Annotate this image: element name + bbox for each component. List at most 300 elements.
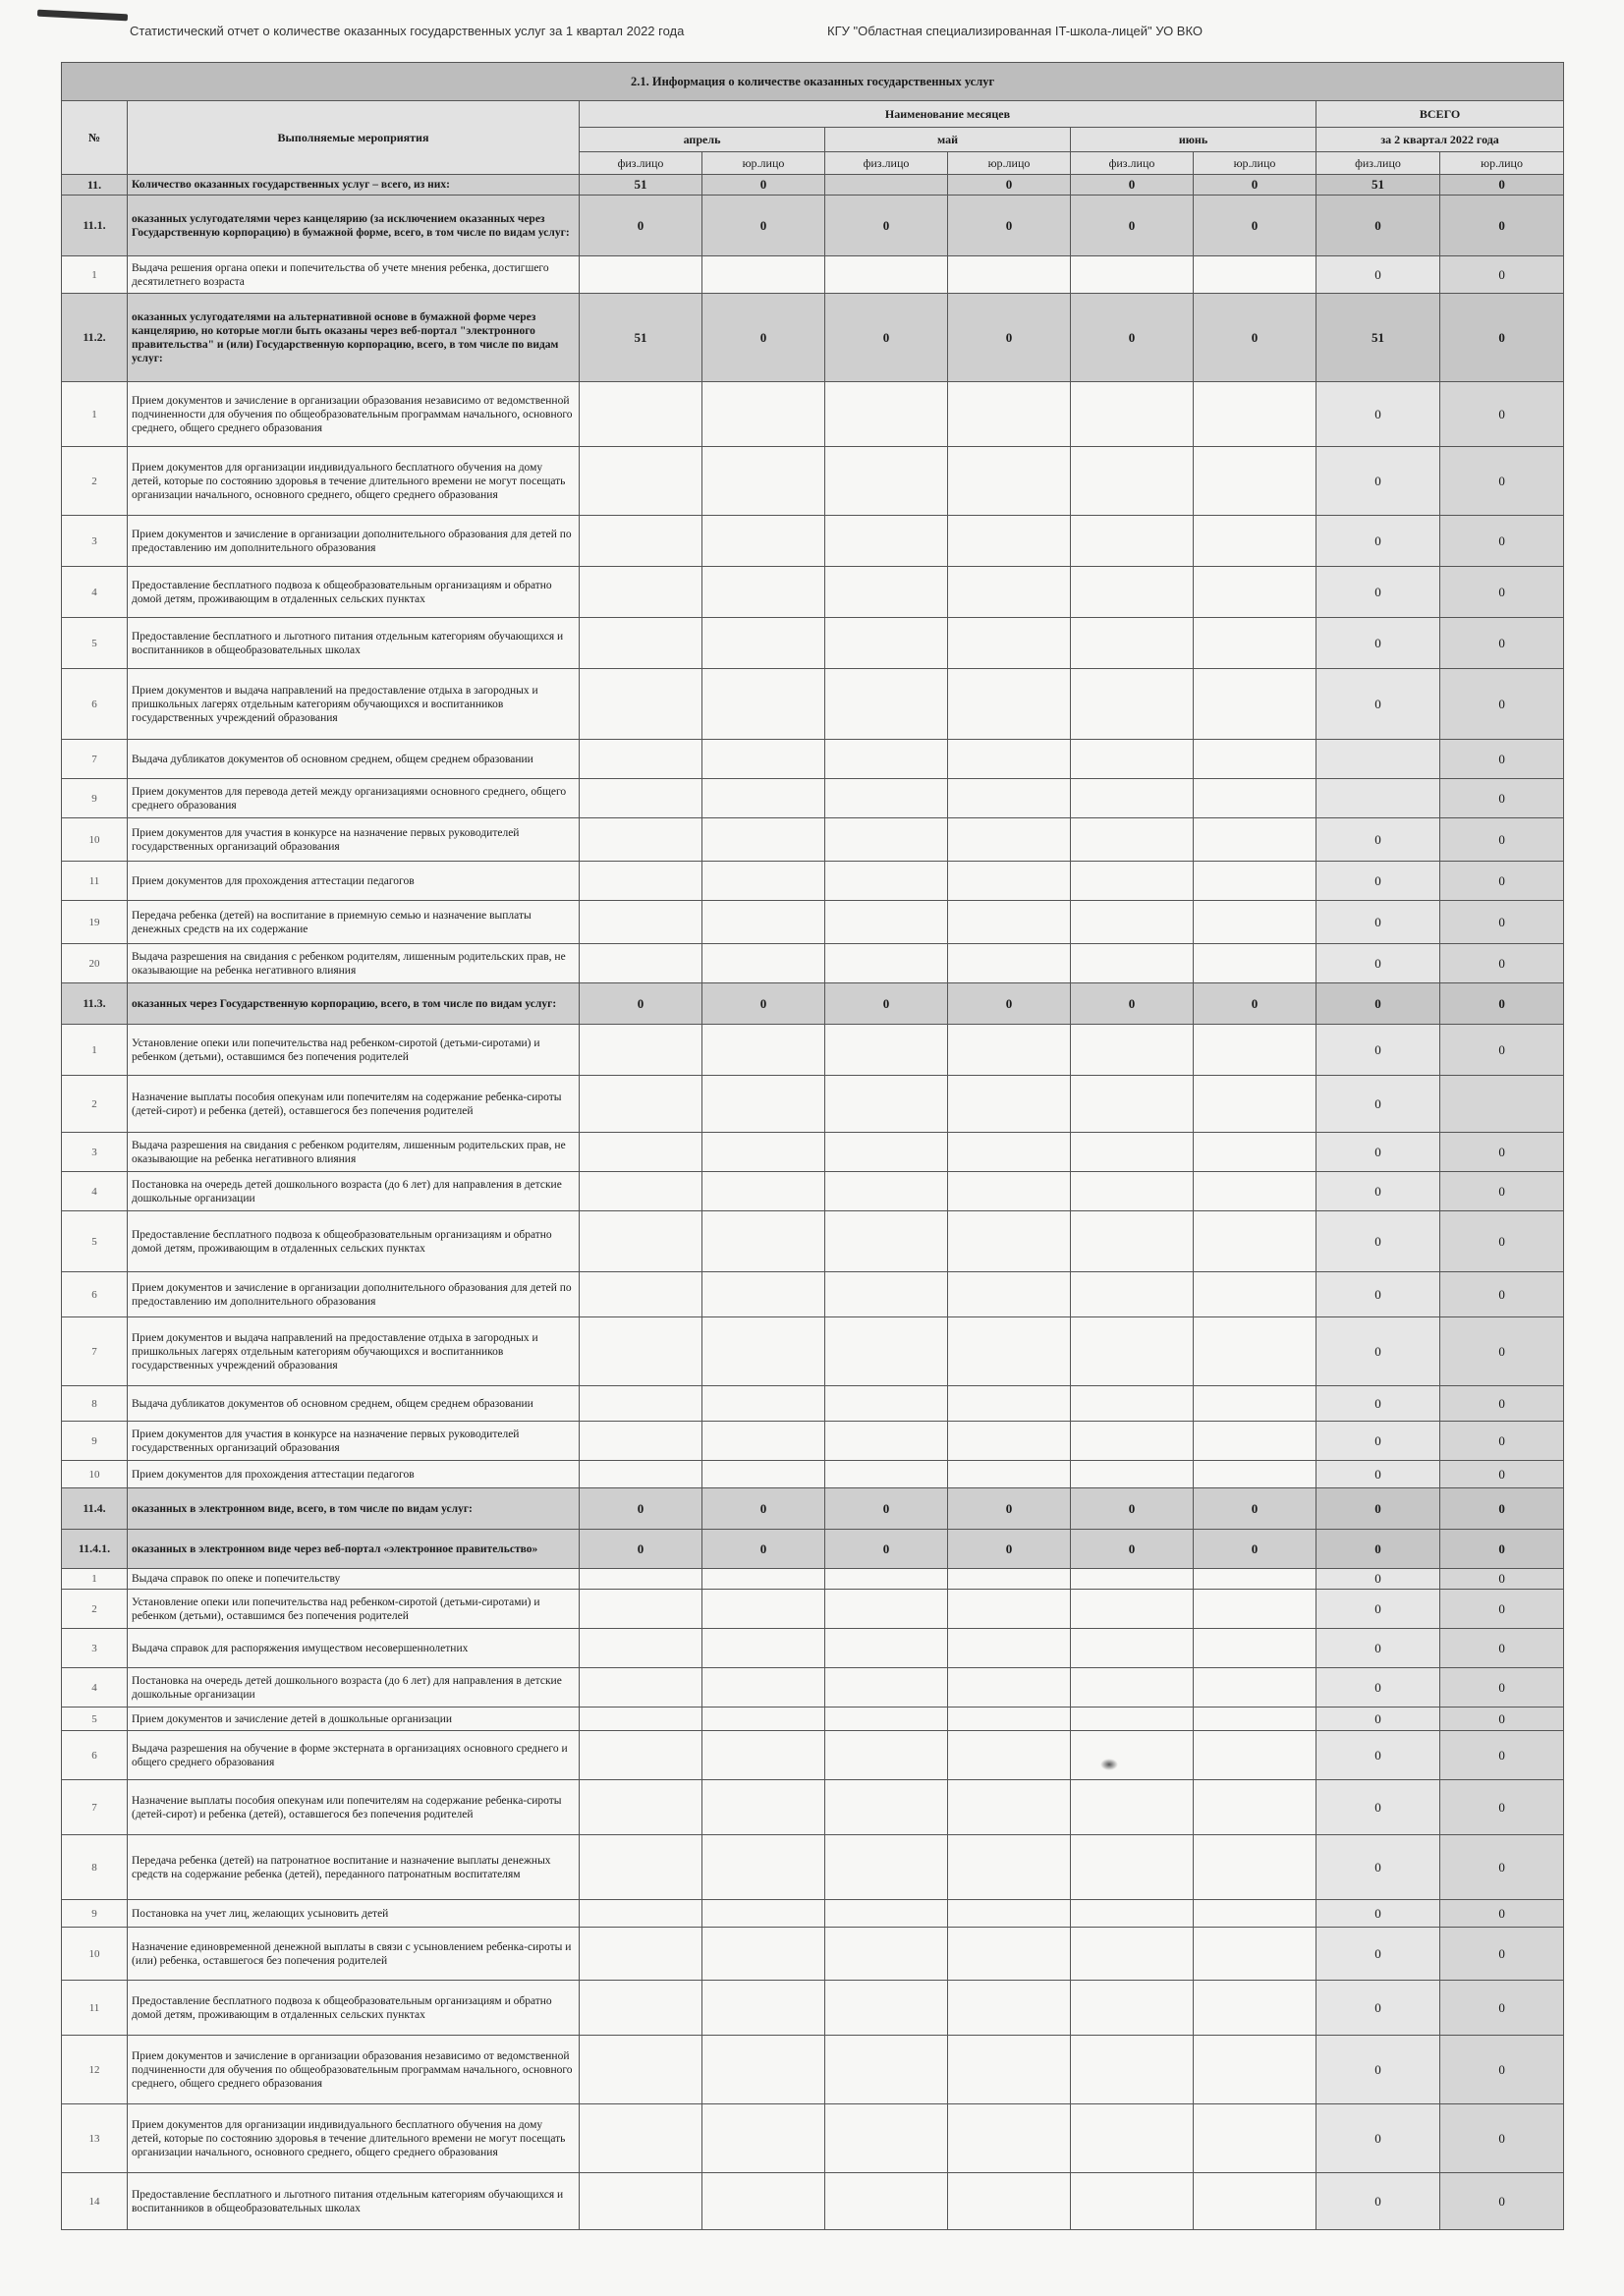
value-cell: 0 [580,1488,702,1530]
value-cell [825,1076,948,1133]
row-number: 5 [62,1211,128,1272]
value-cell: 0 [702,983,825,1025]
value-cell [702,2173,825,2230]
value-cell [825,1133,948,1172]
value-cell [948,1211,1071,1272]
total-cell: 0 [1440,1272,1564,1317]
value-cell: 0 [702,294,825,382]
value-cell [948,618,1071,669]
row-number: 13 [62,2104,128,2173]
total-cell: 0 [1316,196,1440,256]
value-cell [1071,2104,1194,2173]
table-row [62,1172,1564,1211]
service-description: Прием документов и выдача направлений на предоставление отдыха в загородных и пришкольных лагерях отдельным категориям обучающихся и воспитанников государственных учреждений образования [128,669,580,740]
value-cell [1194,1900,1316,1928]
value-cell [702,818,825,862]
value-cell [948,2173,1071,2230]
sub-col-legal: юр.лицо [1440,152,1564,175]
value-cell [1071,2036,1194,2104]
value-cell [948,567,1071,618]
section-row [62,175,1564,196]
value-cell [1194,1317,1316,1386]
total-cell: 0 [1316,1731,1440,1780]
value-cell [948,256,1071,294]
total-cell: 0 [1440,818,1564,862]
value-cell [1194,516,1316,567]
row-number: 3 [62,1133,128,1172]
total-cell: 0 [1316,1900,1440,1928]
value-cell [825,382,948,447]
value-cell [825,1708,948,1731]
value-cell [1194,669,1316,740]
value-cell [1071,1731,1194,1780]
row-number: 11.3. [62,983,128,1025]
service-description: Предоставление бесплатного подвоза к общеобразовательным организациям и обратно домой детям, проживающим в отдаленных сельских пунктах [128,567,580,618]
value-cell [702,1668,825,1708]
value-cell [948,2104,1071,2173]
service-description: Назначение выплаты пособия опекунам или попечителям на содержание ребенка-сироты (детей-сирот) и ребенка (детей), оставшегося без попечения родителей [128,1780,580,1835]
sub-col-legal: юр.лицо [948,152,1071,175]
value-cell [1071,944,1194,983]
table-row [62,2173,1564,2230]
scan-smudge [1100,1759,1118,1770]
row-number: 11.4.1. [62,1530,128,1569]
value-cell: 0 [1071,294,1194,382]
value-cell [825,1981,948,2036]
value-cell [1194,1835,1316,1900]
value-cell [1071,1780,1194,1835]
total-cell: 0 [1440,1211,1564,1272]
sub-col-individual: физ.лицо [825,152,948,175]
value-cell [1071,1981,1194,2036]
total-cell: 0 [1440,256,1564,294]
total-cell: 0 [1316,1422,1440,1461]
table-row [62,1780,1564,1835]
value-cell [702,1133,825,1172]
table-row [62,447,1564,516]
section-row [62,1530,1564,1569]
value-cell [580,1461,702,1488]
value-cell [702,669,825,740]
value-cell [702,1025,825,1076]
total-cell: 0 [1316,1530,1440,1569]
service-description: Предоставление бесплатного и льготного питания отдельным категориям обучающихся и воспитанников в общеобразовательных школах [128,2173,580,2230]
value-cell [1194,2104,1316,2173]
value-cell [948,1386,1071,1422]
total-cell: 0 [1316,1835,1440,1900]
table-row [62,779,1564,818]
value-cell [702,256,825,294]
value-cell [580,1731,702,1780]
total-cell: 0 [1440,1835,1564,1900]
value-cell [948,1025,1071,1076]
value-cell [948,2036,1071,2104]
row-number: 4 [62,1172,128,1211]
table-row [62,1569,1564,1590]
value-cell [702,516,825,567]
row-number: 5 [62,618,128,669]
value-cell [825,516,948,567]
table-row [62,1272,1564,1317]
value-cell [580,618,702,669]
table-row [62,1386,1564,1422]
value-cell [1071,1569,1194,1590]
value-cell [825,1780,948,1835]
service-description: оказанных услугодателями на альтернативной основе в бумажной форме через канцелярию, но которые могли быть оказаны через веб-портал "электронного правительства" и (или) Государственную корпорацию, всего, в том числе по видам услуг: [128,294,580,382]
value-cell [1194,2173,1316,2230]
total-cell: 0 [1440,1461,1564,1488]
value-cell [825,669,948,740]
services-table [61,62,1564,2230]
value-cell [948,382,1071,447]
value-cell [1071,567,1194,618]
service-description: Прием документов и зачисление в организации образования независимо от ведомственной подчиненности для обучения по общеобразовательным программам начального, основного среднего, общего среднего образования [128,382,580,447]
value-cell [1071,818,1194,862]
total-cell: 0 [1316,983,1440,1025]
value-cell [825,1668,948,1708]
value-cell [1071,669,1194,740]
value-cell [1071,1461,1194,1488]
value-cell [580,818,702,862]
total-cell: 0 [1440,944,1564,983]
total-cell: 0 [1316,1211,1440,1272]
total-cell: 0 [1316,2104,1440,2173]
total-cell: 0 [1440,2104,1564,2173]
value-cell [1071,1422,1194,1461]
value-cell [580,944,702,983]
total-cell: 0 [1440,983,1564,1025]
table-row [62,1900,1564,1928]
scan-mark [37,10,128,22]
value-cell [948,1731,1071,1780]
table-row [62,1731,1564,1780]
row-number: 12 [62,2036,128,2104]
value-cell [1194,1422,1316,1461]
service-description: Передача ребенка (детей) на патронатное воспитание и назначение выплаты денежных средств на содержание ребенка (детей), переданного патронатным воспитателям [128,1835,580,1900]
value-cell: 0 [1071,1530,1194,1569]
service-description: Выдача дубликатов документов об основном среднем, общем среднем образовании [128,1386,580,1422]
value-cell [825,2104,948,2173]
total-cell: 0 [1440,2173,1564,2230]
value-cell [702,1928,825,1981]
value-cell [948,1272,1071,1317]
value-cell [1071,382,1194,447]
total-cell: 0 [1440,196,1564,256]
row-number: 9 [62,1900,128,1928]
value-cell [1194,447,1316,516]
value-cell [702,1708,825,1731]
value-cell [825,1461,948,1488]
value-cell [702,1461,825,1488]
value-cell [825,779,948,818]
value-cell: 0 [825,1530,948,1569]
total-cell: 0 [1440,2036,1564,2104]
value-cell [1071,1211,1194,1272]
row-number: 11.1. [62,196,128,256]
value-cell: 0 [825,1488,948,1530]
value-cell [1071,740,1194,779]
value-cell [702,567,825,618]
value-cell [1194,1025,1316,1076]
value-cell [825,1590,948,1629]
value-cell [580,1317,702,1386]
value-cell [825,1025,948,1076]
value-cell [948,740,1071,779]
value-cell [948,516,1071,567]
total-cell: 0 [1316,516,1440,567]
total-cell: 0 [1316,1708,1440,1731]
table-row [62,1708,1564,1731]
table-row [62,862,1564,901]
service-description: Передача ребенка (детей) на воспитание в приемную семью и назначение выплаты денежных средств на их содержание [128,901,580,944]
value-cell [1194,1076,1316,1133]
total-cell: 0 [1316,1928,1440,1981]
value-cell: 0 [1071,1488,1194,1530]
service-description: Предоставление бесплатного подвоза к общеобразовательным организациям и обратно домой детям, проживающим в отдаленных сельских пунктах [128,1981,580,2036]
value-cell: 0 [702,1488,825,1530]
service-description: Выдача справок для распоряжения имуществом несовершеннолетних [128,1629,580,1668]
value-cell [702,1211,825,1272]
value-cell [580,1076,702,1133]
report-title: Статистический отчет о количестве оказанных государственных услуг за 1 квартал 2022 года [130,24,685,38]
row-number: 6 [62,1731,128,1780]
value-cell [702,1076,825,1133]
value-cell: 51 [580,294,702,382]
value-cell [948,1422,1071,1461]
service-description: Выдача разрешения на обучение в форме экстерната в организациях основного среднего и общего среднего образования [128,1731,580,1780]
total-cell: 0 [1440,175,1564,196]
value-cell: 0 [1194,294,1316,382]
value-cell [580,447,702,516]
value-cell [825,1835,948,1900]
value-cell [1194,818,1316,862]
total-cell: 0 [1316,382,1440,447]
value-cell [825,175,948,196]
table-row [62,1629,1564,1668]
row-number: 14 [62,2173,128,2230]
service-description: Выдача разрешения на свидания с ребенком родителям, лишенным родительских прав, не оказывающие на ребенка негативного влияния [128,944,580,983]
value-cell [580,1629,702,1668]
value-cell [702,1900,825,1928]
value-cell [702,779,825,818]
row-number: 9 [62,1422,128,1461]
service-description: Прием документов для участия в конкурсе на назначение первых руководителей государственных организаций образования [128,1422,580,1461]
value-cell: 0 [1071,196,1194,256]
value-cell [1071,779,1194,818]
row-number: 8 [62,1835,128,1900]
value-cell [1071,1590,1194,1629]
value-cell [948,1133,1071,1172]
value-cell: 0 [580,1530,702,1569]
service-description: Выдача разрешения на свидания с ребенком родителям, лишенным родительских прав, не оказывающие на ребенка негативного влияния [128,1133,580,1172]
month-may: май [825,128,1071,152]
table-row [62,1076,1564,1133]
total-cell: 0 [1440,779,1564,818]
service-description: Прием документов для организации индивидуального бесплатного обучения на дому детей, которые по состоянию здоровья в течение длительного времени не могут посещать организации начального, основного среднего, общего среднего образования [128,2104,580,2173]
value-cell [1194,1708,1316,1731]
value-cell [825,1172,948,1211]
value-cell [948,1928,1071,1981]
value-cell [702,1629,825,1668]
service-description: Прием документов для прохождения аттестации педагогов [128,862,580,901]
total-cell: 0 [1316,1272,1440,1317]
total-cell [1440,1076,1564,1133]
value-cell [948,901,1071,944]
total-cell: 0 [1316,1488,1440,1530]
row-number: 2 [62,1076,128,1133]
value-cell [1071,1668,1194,1708]
value-cell [580,1386,702,1422]
value-cell [1194,1211,1316,1272]
table-row [62,1133,1564,1172]
value-cell [825,944,948,983]
row-number: 10 [62,1461,128,1488]
total-cell: 0 [1316,1629,1440,1668]
value-cell: 0 [948,1530,1071,1569]
value-cell [1194,256,1316,294]
service-description: Прием документов для участия в конкурсе на назначение первых руководителей государственных организаций образования [128,818,580,862]
value-cell [825,567,948,618]
section-row [62,1488,1564,1530]
service-description: Постановка на очередь детей дошкольного возраста (до 6 лет) для направления в детские дошкольные организации [128,1172,580,1211]
total-cell: 0 [1316,1025,1440,1076]
value-cell [948,669,1071,740]
value-cell [1071,1900,1194,1928]
total-cell: 0 [1316,818,1440,862]
value-cell [580,669,702,740]
value-cell [1194,944,1316,983]
value-cell: 0 [825,294,948,382]
value-cell [702,1590,825,1629]
service-description: Выдача справок по опеке и попечительству [128,1569,580,1590]
service-description: оказанных через Государственную корпорацию, всего, в том числе по видам услуг: [128,983,580,1025]
table-row [62,256,1564,294]
value-cell: 0 [702,196,825,256]
value-cell [580,1928,702,1981]
total-cell: 0 [1316,944,1440,983]
table-row [62,1422,1564,1461]
table-row [62,1025,1564,1076]
total-cell: 0 [1440,1530,1564,1569]
total-cell: 0 [1316,1133,1440,1172]
value-cell [580,1133,702,1172]
value-cell [1194,1668,1316,1708]
value-cell [580,1569,702,1590]
table-row [62,1211,1564,1272]
value-cell [580,1708,702,1731]
value-cell [948,1629,1071,1668]
value-cell [1071,256,1194,294]
total-cell: 0 [1316,669,1440,740]
service-description: Установление опеки или попечительства над ребенком-сиротой (детьми-сиротами) и ребенком (детьми), оставшимся без попечения родителей [128,1025,580,1076]
value-cell [948,1461,1071,1488]
value-cell [1194,618,1316,669]
row-number: 4 [62,1668,128,1708]
total-cell: 0 [1440,1025,1564,1076]
total-cell: 0 [1316,1590,1440,1629]
value-cell [825,740,948,779]
table-row [62,944,1564,983]
total-cell: 0 [1440,901,1564,944]
value-cell [702,1780,825,1835]
value-cell [580,1172,702,1211]
total-cell: 0 [1316,567,1440,618]
value-cell: 0 [702,175,825,196]
table-row [62,516,1564,567]
value-cell [702,2036,825,2104]
value-cell: 0 [1194,1530,1316,1569]
value-cell [580,1211,702,1272]
value-cell [702,1272,825,1317]
total-cell [1316,740,1440,779]
value-cell [580,862,702,901]
row-number: 1 [62,1025,128,1076]
total-header: ВСЕГО [1316,101,1564,128]
value-cell [1194,740,1316,779]
row-number: 19 [62,901,128,944]
total-cell: 0 [1316,1076,1440,1133]
value-cell [580,2173,702,2230]
value-cell [580,382,702,447]
value-cell [948,818,1071,862]
service-description: Предоставление бесплатного подвоза к общеобразовательным организациям и обратно домой детям, проживающим в отдаленных сельских пунктах [128,1211,580,1272]
total-cell: 0 [1316,1461,1440,1488]
row-number: 11 [62,862,128,901]
total-cell: 0 [1316,2173,1440,2230]
value-cell: 0 [1194,983,1316,1025]
row-number: 11. [62,175,128,196]
total-cell: 0 [1316,1172,1440,1211]
row-number: 20 [62,944,128,983]
value-cell [1194,1629,1316,1668]
value-cell [580,1025,702,1076]
value-cell [1194,1569,1316,1590]
value-cell [948,1835,1071,1900]
table-row [62,567,1564,618]
value-cell [1194,382,1316,447]
value-cell: 0 [825,196,948,256]
value-cell [1071,447,1194,516]
value-cell [580,2104,702,2173]
value-cell: 0 [948,196,1071,256]
value-cell [580,1668,702,1708]
value-cell [702,618,825,669]
value-cell: 0 [825,983,948,1025]
total-cell: 0 [1440,1590,1564,1629]
value-cell: 0 [580,196,702,256]
total-cell: 0 [1440,1386,1564,1422]
value-cell [948,1900,1071,1928]
row-number: 7 [62,1780,128,1835]
value-cell [825,818,948,862]
value-cell [825,1386,948,1422]
service-description: оказанных в электронном виде через веб-портал «электронное правительство» [128,1530,580,1569]
table-body [62,175,1564,2230]
row-number: 3 [62,516,128,567]
sub-col-individual: физ.лицо [580,152,702,175]
value-cell: 0 [580,983,702,1025]
value-cell [825,1569,948,1590]
service-description: Прием документов и зачисление в организации образования независимо от ведомственной подчиненности для обучения по общеобразовательным программам начального, основного среднего, общего среднего образования [128,2036,580,2104]
sub-col-individual: физ.лицо [1316,152,1440,175]
value-cell [948,1708,1071,1731]
value-cell [825,1422,948,1461]
total-cell: 0 [1316,1668,1440,1708]
total-cell: 0 [1440,1731,1564,1780]
value-cell [825,2173,948,2230]
total-cell: 0 [1440,1133,1564,1172]
value-cell [825,1317,948,1386]
